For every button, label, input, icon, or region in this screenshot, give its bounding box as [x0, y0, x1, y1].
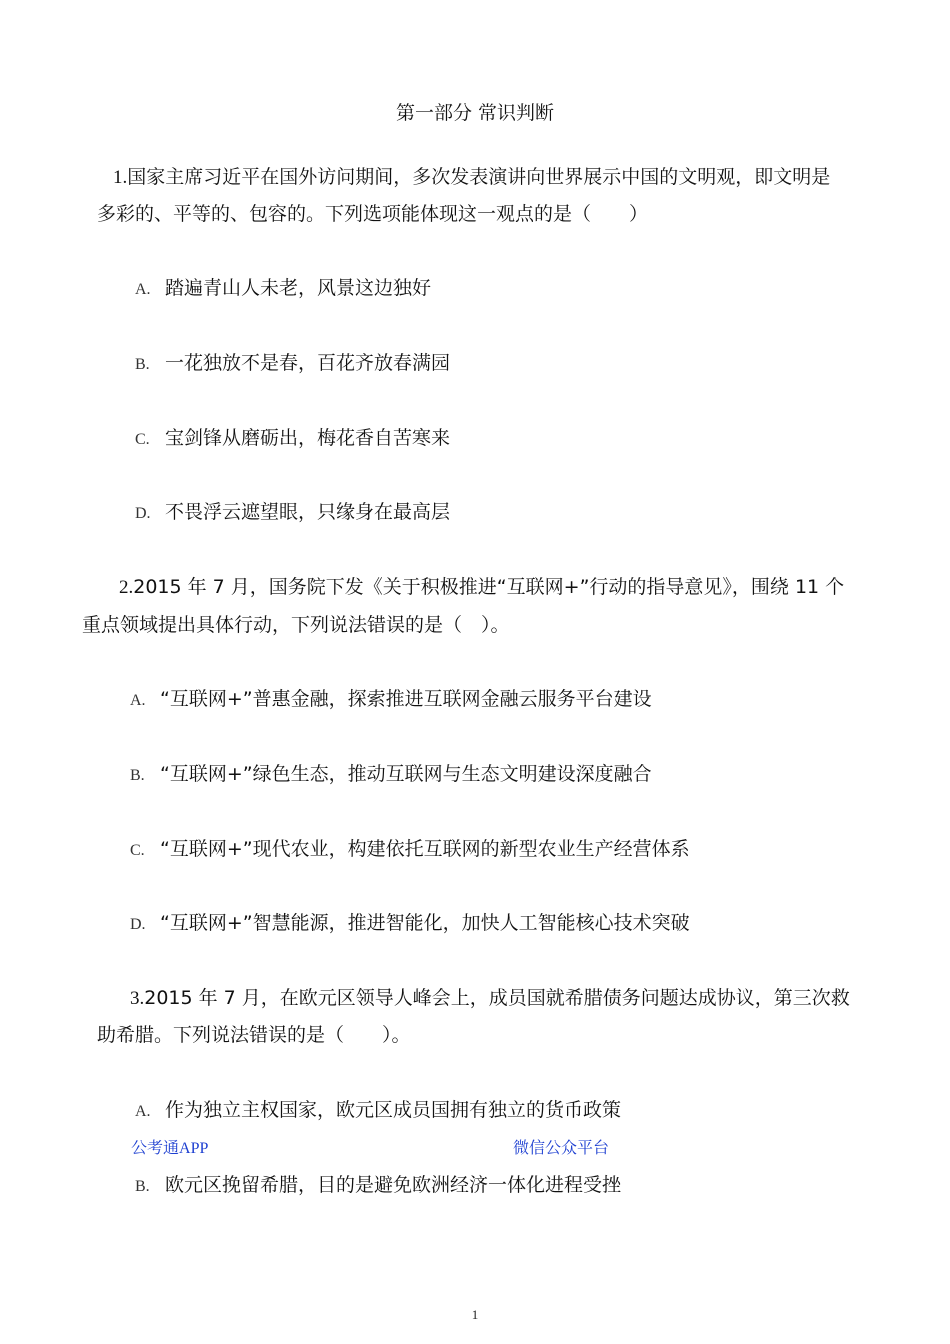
question-3-stem-line-1: 2015 年 7 月，在欧元区领导人峰会上，成员国就希腊债务问题达成协议，第三次救 — [144, 987, 850, 1009]
section-title: 第一部分 常识判断 — [395, 102, 555, 124]
option-text: “互联网+”绿色生态，推动互联网与生态文明建设深度融合 — [160, 763, 652, 785]
option-letter: B. — [135, 356, 150, 373]
question-2-option-d — [130, 914, 690, 933]
question-2-option-a — [130, 690, 652, 709]
question-1-option-d — [135, 503, 450, 522]
question-1-stem-line-2: 多彩的、平等的、包容的。下列选项能体现这一观点的是（ ） — [97, 203, 649, 225]
question-2-stem-line-1: 2015 年 7 月，国务院下发《关于积极推进“互联网+”行动的指导意见》，围绕 11 个 — [133, 576, 845, 598]
option-letter: A. — [130, 692, 146, 709]
option-text: “互联网+”智慧能源，推进智能化，加快人工智能核心技术突破 — [160, 912, 690, 934]
option-text: 宝剑锋从磨砺出，梅花香自苦寒来 — [165, 427, 451, 449]
question-3-number: 3. — [130, 988, 145, 1009]
wechat-link[interactable]: 微信公众平台 — [513, 1138, 610, 1157]
question-2-option-b — [130, 765, 652, 784]
question-2-line-1 — [119, 578, 844, 597]
option-text: “互联网+”普惠金融，探索推进互联网金融云服务平台建设 — [160, 688, 652, 710]
option-letter: D. — [130, 916, 146, 933]
question-1-option-c — [135, 429, 450, 448]
option-letter: A. — [135, 1103, 151, 1120]
app-link-suffix: APP — [179, 1140, 209, 1157]
option-letter: D. — [135, 505, 151, 522]
question-2-stem-line-2: 重点领域提出具体行动，下列说法错误的是（ ）。 — [82, 614, 510, 636]
question-3-line-1 — [130, 989, 850, 1008]
question-2-option-c — [130, 840, 690, 859]
app-link[interactable] — [131, 1140, 208, 1157]
question-1-option-b — [135, 354, 450, 373]
option-text: 一花独放不是春，百花齐放春满园 — [165, 352, 451, 374]
option-text: 踏遍青山人未老，风景这边独好 — [165, 277, 432, 299]
question-1-stem-line-1: 国家主席习近平在国外访问期间，多次发表演讲向世界展示中国的文明观，即文明是 — [127, 166, 831, 188]
option-text: 欧元区挽留希腊，目的是避免欧洲经济一体化进程受挫 — [165, 1174, 622, 1196]
question-3-stem-line-2: 助希腊。下列说法错误的是（ ）。 — [97, 1024, 411, 1046]
question-3-option-a — [135, 1101, 621, 1120]
page-number: 1 — [471, 1307, 479, 1322]
option-letter: C. — [130, 842, 145, 859]
question-1-line-1 — [113, 168, 830, 187]
option-letter: C. — [135, 431, 150, 448]
question-1-option-a — [135, 279, 431, 298]
option-text: 不畏浮云遮望眼，只缘身在最高层 — [165, 501, 451, 523]
question-3-option-b — [135, 1176, 621, 1195]
option-text: 作为独立主权国家，欧元区成员国拥有独立的货币政策 — [165, 1099, 622, 1121]
option-letter: B. — [135, 1178, 150, 1195]
option-letter: A. — [135, 281, 151, 298]
app-link-label: 公考通 — [131, 1138, 180, 1157]
question-1-number: 1. — [113, 167, 128, 188]
option-text: “互联网+”现代农业，构建依托互联网的新型农业生产经营体系 — [160, 838, 690, 860]
option-letter: B. — [130, 767, 145, 784]
question-2-number: 2. — [119, 577, 134, 598]
